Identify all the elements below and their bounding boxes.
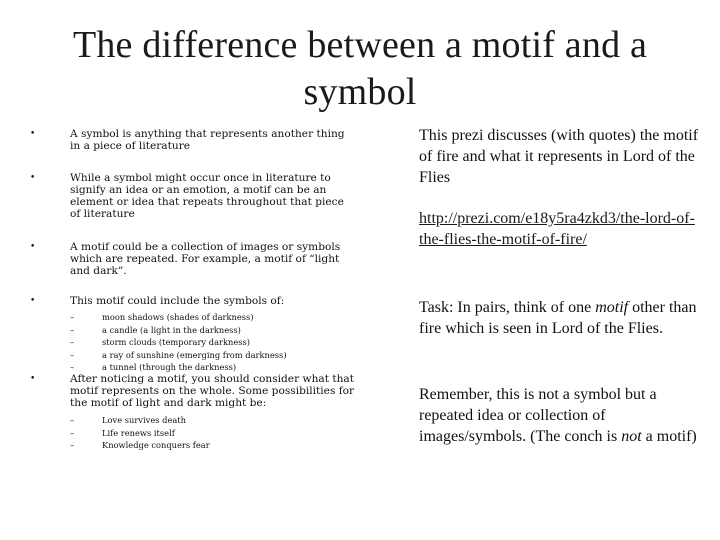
sub-list: [30, 311, 287, 374]
dash-marker: –: [70, 324, 75, 335]
sub-item: [70, 324, 287, 337]
sub-item: [70, 311, 287, 324]
sub-item: [70, 439, 355, 452]
sub-item-text: Love survives death: [102, 415, 186, 425]
bullet-item: [30, 373, 355, 409]
dash-marker: –: [70, 427, 75, 438]
bullet-text: After noticing a motif, you should consider what that motif represents on the whole. Some possibilities for the motif of light and dark might be:: [70, 373, 355, 409]
prezi-link-paragraph: [419, 208, 714, 250]
bullet-group: [30, 295, 287, 374]
bullet-marker: •: [30, 129, 36, 139]
sub-item: [70, 414, 355, 427]
bullet-text: A symbol is anything that represents another thing in a piece of literature: [70, 128, 345, 152]
sub-item: [70, 427, 355, 440]
bullet-text: A motif could be a collection of images or symbols which are repeated. For example, a motif of “light and dark”.: [70, 241, 341, 277]
reminder-text-end: a motif): [641, 428, 697, 445]
sub-item-text: a candle (a light in the darkness): [102, 324, 241, 335]
dash-marker: –: [70, 337, 75, 347]
bullet-item: [30, 241, 355, 277]
slide-title: The difference between a motif and a symbol: [72, 24, 648, 113]
dash-marker: –: [70, 362, 75, 372]
bullet-text: This motif could include the symbols of:: [70, 295, 285, 307]
bullet-marker: •: [30, 173, 36, 183]
reminder-emphasis: not: [621, 428, 642, 445]
sub-item-text: Life renews itself: [102, 427, 175, 438]
sub-item: [70, 361, 287, 374]
sub-item-text: moon shadows (shades of darkness): [102, 312, 254, 322]
sub-item: [70, 336, 287, 349]
reminder-text-start: Remember, this is not a symbol but a repeated idea or collection of images/symbols. (The conch is: [419, 386, 657, 445]
bullet-text: While a symbol might occur once in literature to signify an idea or an emotion, a motif can be an element or idea that repeats throughout that piece of literature: [70, 172, 344, 220]
dash-marker: –: [70, 349, 75, 360]
bullet-marker: •: [30, 296, 36, 306]
sub-list: [30, 414, 355, 452]
sub-item-text: a ray of sunshine (emerging from darkness): [102, 349, 287, 360]
reminder-paragraph: [419, 384, 714, 447]
bullet-item: [30, 295, 287, 307]
bullet-item: [30, 128, 355, 152]
task-text-start: Task: In pairs, think of one: [419, 299, 596, 316]
sub-item-text: Knowledge conquers fear: [102, 440, 210, 450]
sub-item: [70, 349, 287, 362]
bullet-marker: •: [30, 242, 36, 252]
dash-marker: –: [70, 312, 75, 322]
prezi-link[interactable]: http://prezi.com/e18y5ra4zkd3/the-lord-of-the-flies-the-motif-of-fire/: [419, 210, 695, 248]
bullet-marker: •: [30, 374, 36, 384]
sub-item-text: storm clouds (temporary darkness): [102, 337, 251, 347]
bullet-item: [30, 172, 355, 220]
task-emphasis: motif: [595, 299, 629, 316]
bullet-group: [30, 373, 355, 452]
dash-marker: –: [70, 415, 75, 425]
task-paragraph: [419, 297, 714, 339]
prezi-description: This prezi discusses (with quotes) the motif of fire and what it represents in Lord of the Flies: [419, 127, 699, 186]
task-text-end: other than fire which is seen in Lord of the Flies.: [419, 299, 697, 337]
dash-marker: –: [70, 440, 75, 450]
sub-item-text: a tunnel (through the darkness): [102, 362, 237, 372]
